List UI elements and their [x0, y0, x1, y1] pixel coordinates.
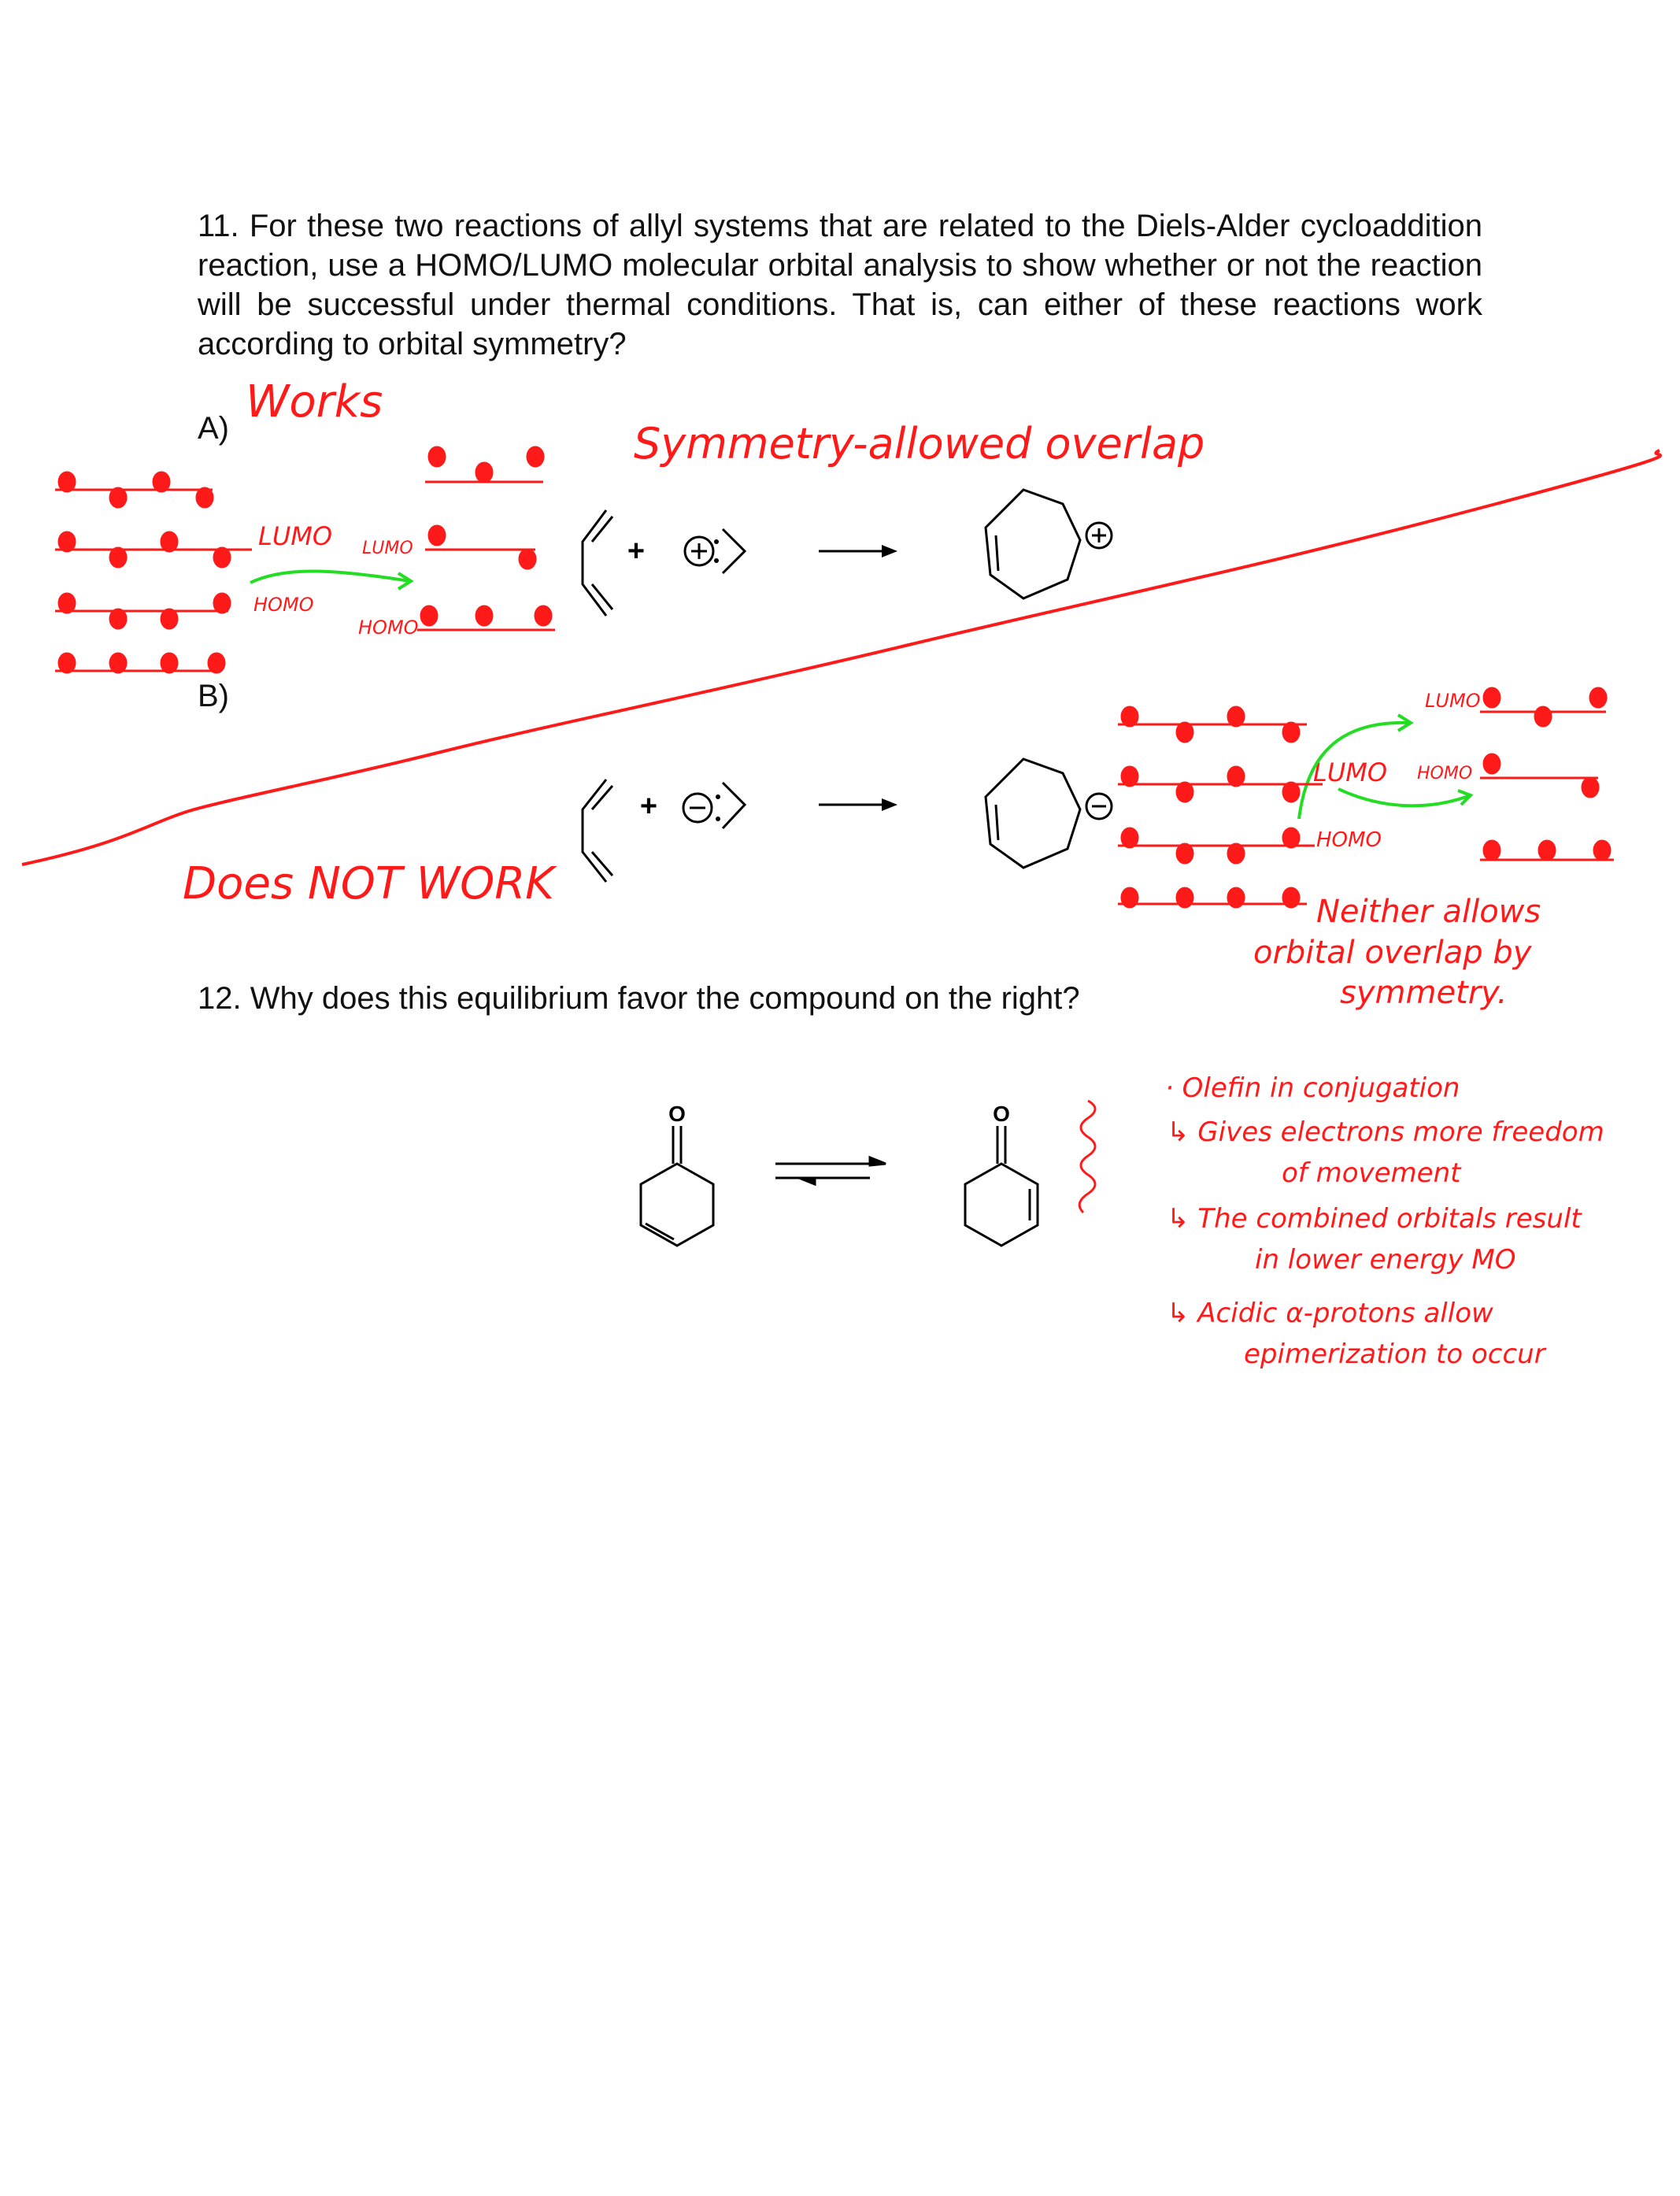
mo-diagram-b-right — [1480, 688, 1614, 860]
lumo-label-a-left: LUMO — [258, 521, 333, 551]
oxygen-left: O — [668, 1102, 686, 1126]
q12-note-3: of movement — [1282, 1157, 1461, 1189]
part-b-label: B) — [198, 679, 229, 713]
cyclohexenone-left — [641, 1126, 713, 1246]
squiggle-bracket — [1079, 1101, 1095, 1213]
does-not-work-annotation: Does NOT WORK — [183, 858, 554, 909]
green-arrow-a — [250, 572, 409, 583]
neither-note-line-3: symmetry. — [1340, 975, 1508, 1011]
q12-note-1: · Olefin in conjugation — [1165, 1072, 1460, 1104]
plus-a: + — [627, 535, 646, 568]
red-divider-line — [22, 450, 1660, 865]
allyl-cation — [685, 529, 745, 573]
q12-note-4: ↳ The combined orbitals result — [1167, 1203, 1582, 1235]
works-annotation: Works — [246, 376, 383, 428]
q12-note-6: ↳ Acidic α-protons allow — [1167, 1298, 1493, 1329]
reaction-arrow-b — [819, 798, 897, 811]
q12-note-2: ↳ Gives electrons more freedom — [1167, 1117, 1604, 1148]
oxygen-right: O — [993, 1102, 1010, 1126]
question-12-text: 12. Why does this equilibrium favor the compound on the right? — [198, 981, 1080, 1016]
mo-diagram-a-left — [55, 472, 252, 672]
reaction-arrow-a — [819, 545, 897, 557]
neither-note-line-2: orbital overlap by — [1253, 935, 1532, 971]
lumo-label-a-right: LUMO — [362, 539, 413, 558]
butadiene-b — [583, 780, 612, 882]
homo-label-b-left: HOMO — [1316, 828, 1382, 852]
cyclohexenone-right — [965, 1126, 1038, 1246]
equilibrium-arrows — [775, 1157, 886, 1184]
mo-diagram-a-right — [417, 447, 555, 630]
homo-label-a-right: HOMO — [358, 617, 419, 639]
q12-note-7: epimerization to occur — [1244, 1339, 1545, 1370]
neither-note-line-1: Neither allows — [1316, 894, 1541, 930]
green-arrow-b-down — [1338, 789, 1471, 805]
butadiene-a — [583, 510, 612, 616]
mo-diagram-b-left — [1118, 707, 1323, 907]
lumo-label-b-right: LUMO — [1425, 690, 1481, 712]
q12-note-5: in lower energy MO — [1255, 1244, 1516, 1276]
orbital-lobes-a — [59, 472, 230, 672]
homo-label-a-left: HOMO — [253, 594, 314, 616]
homo-label-b-right: HOMO — [1417, 764, 1473, 783]
lumo-label-b-left: LUMO — [1313, 757, 1388, 787]
cycloheptenyl-anion — [986, 759, 1112, 868]
part-a-label: A) — [198, 411, 229, 446]
cycloheptenyl-cation — [986, 490, 1112, 598]
allyl-anion — [683, 783, 745, 828]
question-11-text: 11. For these two reactions of allyl systems that are related to the Diels-Alder cycloaddition reaction, use a HOMO/LUMO molecular orbital analysis to show whether or not the reaction will be successful under thermal conditions. That is, can either of these reactions work according to orbital symmetry? — [198, 209, 1482, 361]
plus-b: + — [639, 790, 658, 823]
symmetry-allowed-annotation: Symmetry-allowed overlap — [634, 419, 1205, 468]
